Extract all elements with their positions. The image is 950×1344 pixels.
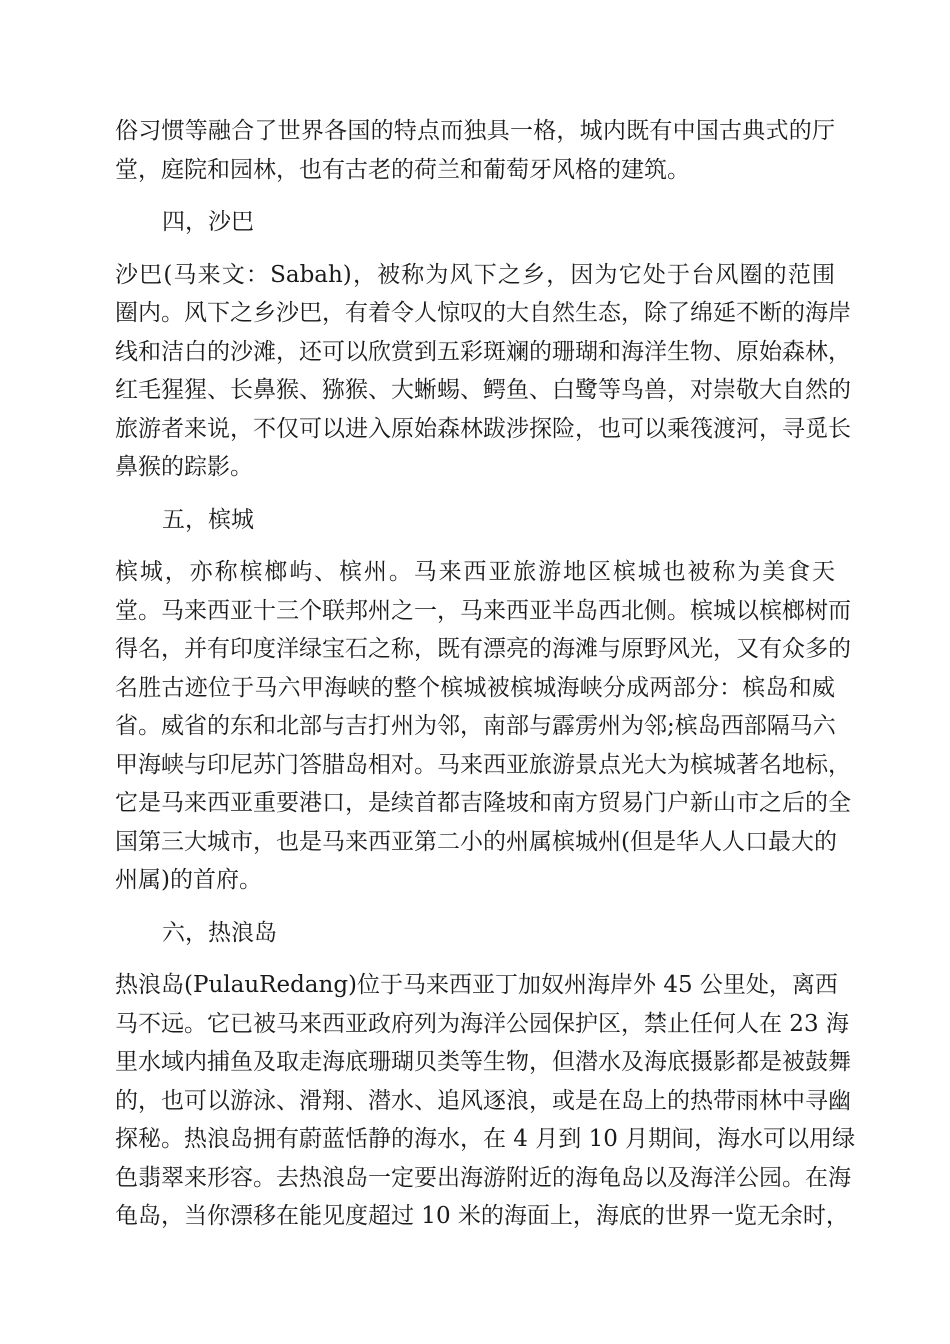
text-line: 热浪岛(PulauRedang)位于马来西亚丁加奴州海岸外 45 公里处，离西 bbox=[115, 972, 838, 998]
text-line: 州属)的首府。 bbox=[115, 867, 262, 893]
text-line: 得名，并有印度洋绿宝石之称，既有漂亮的海滩与原野风光，又有众多的 bbox=[115, 636, 851, 662]
text-line: 红毛猩猩、长鼻猴、猕猴、大蜥蜴、鳄鱼、白鹭等鸟兽，对崇敬大自然的 bbox=[115, 377, 851, 403]
text-line: 它是马来西亚重要港口，是续首都吉隆坡和南方贸易门户新山市之后的全 bbox=[115, 790, 851, 816]
text-line: 甲海峡与印尼苏门答腊岛相对。马来西亚旅游景点光大为槟城著名地标， bbox=[115, 751, 851, 778]
text-line: 龟岛，当你漂移在能见度超过 10 米的海面上，海底的世界一览无余时， bbox=[115, 1203, 849, 1229]
text-line: 俗习惯等融合了世界各国的特点而独具一格，城内既有中国古典式的厅 bbox=[115, 118, 835, 144]
text-line: 里水域内捕鱼及取走海底珊瑚贝类等生物，但潜水及海底摄影都是被鼓舞 bbox=[115, 1049, 851, 1075]
section-heading-sabah: 四，沙巴 bbox=[162, 209, 254, 235]
text-line: 国第三大城市，也是马来西亚第二小的州属槟城州(但是华人人口最大的 bbox=[115, 828, 837, 855]
text-line: 堂，庭院和园林，也有古老的荷兰和葡萄牙风格的建筑。 bbox=[115, 156, 690, 183]
text-line: 槟城，亦称槟榔屿、槟州。马来西亚旅游地区槟城也被称为美食天 bbox=[115, 559, 835, 585]
text-line: 沙巴(马来文：Sabah)，被称为风下之乡，因为它处于台风圈的范围 bbox=[115, 261, 835, 288]
paragraph-sabah bbox=[115, 256, 851, 487]
text-line: 堂。马来西亚十三个联邦州之一，马来西亚半岛西北侧。槟城以槟榔树而 bbox=[115, 597, 851, 624]
text-line: 省。威省的东和北部与吉打州为邻，南部与霹雳州为邻;槟岛西部隔马六 bbox=[115, 713, 836, 739]
paragraph-redang bbox=[115, 966, 856, 1236]
text-line: 旅游者来说，不仅可以进入原始森林跋涉探险，也可以乘筏渡河，寻觅长 bbox=[115, 415, 851, 442]
text-line: 的，也可以游泳、滑翔、潜水、追风逐浪，或是在岛上的热带雨林中寻幽 bbox=[115, 1087, 851, 1114]
paragraph-continued bbox=[115, 112, 835, 189]
text-line: 线和洁白的沙滩，还可以欣赏到五彩斑斓的珊瑚和海洋生物、原始森林， bbox=[115, 338, 851, 365]
paragraph-penang bbox=[115, 553, 851, 900]
text-line: 马不远。它已被马来西亚政府列为海洋公园保护区，禁止任何人在 23 海 bbox=[115, 1010, 849, 1037]
section-heading-redang: 六，热浪岛 bbox=[162, 919, 277, 946]
text-line: 名胜古迹位于马六甲海峡的整个槟城被槟城海峡分成两部分：槟岛和威 bbox=[115, 674, 835, 701]
text-line: 探秘。热浪岛拥有蔚蓝恬静的海水，在 4 月到 10 月期间，海水可以用绿 bbox=[115, 1126, 856, 1152]
text-line: 圈内。风下之乡沙巴，有着令人惊叹的大自然生态，除了绵延不断的海岸 bbox=[115, 300, 851, 326]
text-line: 鼻猴的踪影。 bbox=[115, 454, 253, 480]
text-line: 色翡翠来形容。去热浪岛一定要出海游附近的海龟岛以及海洋公园。在海 bbox=[115, 1164, 851, 1191]
section-heading-penang: 五，槟城 bbox=[162, 506, 254, 533]
document-page bbox=[115, 112, 856, 1236]
